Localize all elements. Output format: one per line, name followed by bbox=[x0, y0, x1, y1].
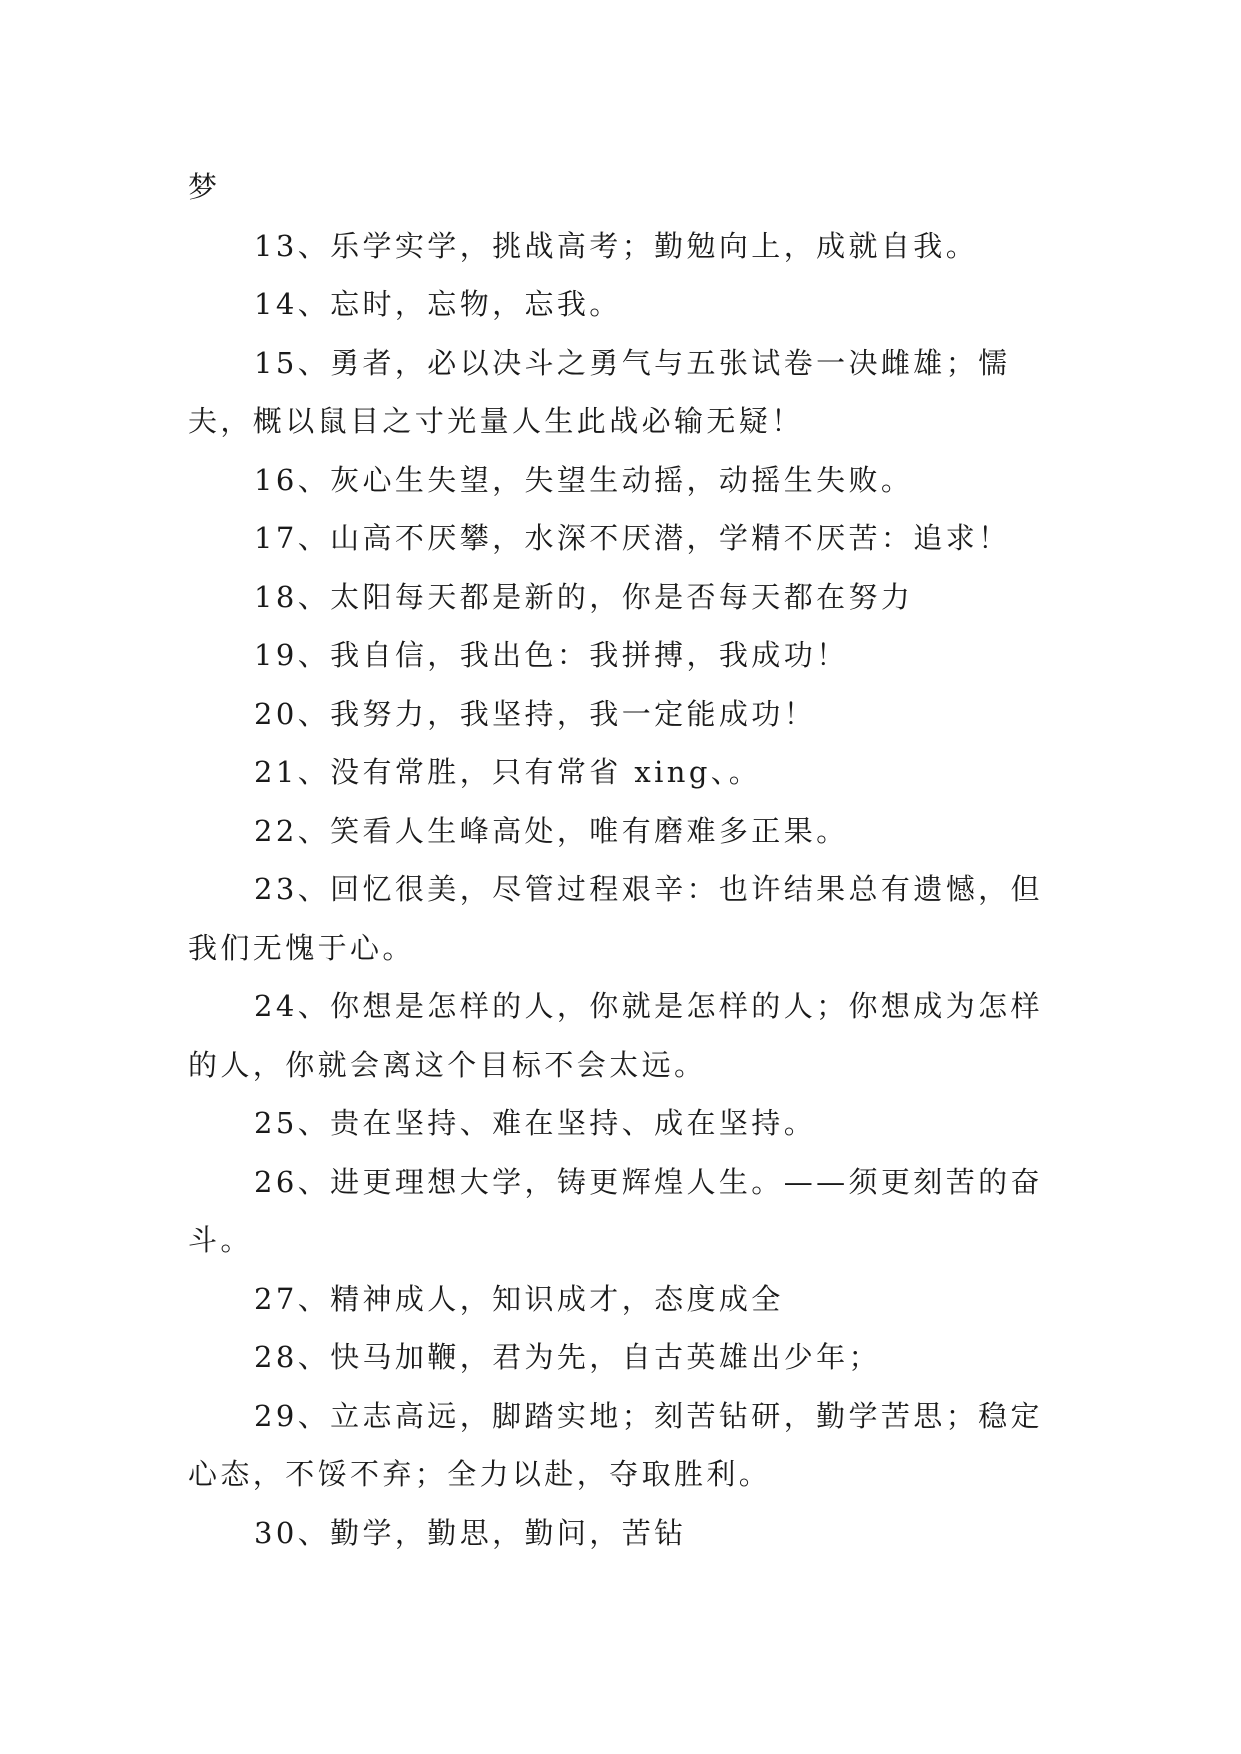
paragraph-15: 15、勇者，必以决斗之勇气与五张试卷一决雌雄；懦夫，概以鼠目之寸光量人生此战必输无疑！ bbox=[188, 345, 1011, 438]
paragraph-26: 26、进更理想大学，铸更辉煌人生。——须更刻苦的奋斗。 bbox=[188, 1164, 1043, 1257]
paragraph-20: 20、我努力，我坚持，我一定能成功！ bbox=[254, 696, 817, 731]
paragraph-16: 16、灰心生失望，失望生动摇，动摇生失败。 bbox=[254, 462, 914, 497]
paragraph-21: 21、没有常胜，只有常省 xing、。 bbox=[254, 755, 762, 789]
paragraph-23: 23、回忆很美，尽管过程艰辛：也许结果总有遗憾，但我们无愧于心。 bbox=[188, 872, 1043, 965]
paragraph-14: 14、忘时，忘物，忘我。 bbox=[254, 287, 622, 321]
paragraph-continuation: 梦 bbox=[188, 170, 221, 204]
paragraph-30: 30、勤学，勤思，勤问，苦钻 bbox=[254, 1515, 687, 1550]
paragraph-22: 22、笑看人生峰高处，唯有磨难多正果。 bbox=[254, 813, 849, 848]
paragraph-18: 18、太阳每天都是新的，你是否每天都在努力 bbox=[254, 579, 914, 614]
paragraph-13: 13、乐学实学，挑战高考；勤勉向上，成就自我。 bbox=[254, 228, 979, 263]
paragraph-27: 27、精神成人，知识成才，态度成全 bbox=[254, 1281, 784, 1316]
paragraph-19: 19、我自信，我出色：我拼搏，我成功！ bbox=[254, 638, 849, 672]
paragraph-17: 17、山高不厌攀，水深不厌潜，学精不厌苦：追求！ bbox=[254, 521, 1011, 555]
paragraph-28: 28、快马加鞭，君为先，自古英雄出少年； bbox=[254, 1340, 881, 1374]
paragraph-24: 24、你想是怎样的人，你就是怎样的人；你想成为怎样的人，你就会离这个目标不会太远。 bbox=[188, 989, 1043, 1082]
paragraph-25: 25、贵在坚持、难在坚持、成在坚持。 bbox=[254, 1106, 817, 1140]
document-body bbox=[188, 158, 1054, 1562]
paragraph-29: 29、立志高远，脚踏实地；刻苦钻研，勤学苦思；稳定心态，不馁不弃；全力以赴，夺取胜利。 bbox=[188, 1398, 1043, 1491]
